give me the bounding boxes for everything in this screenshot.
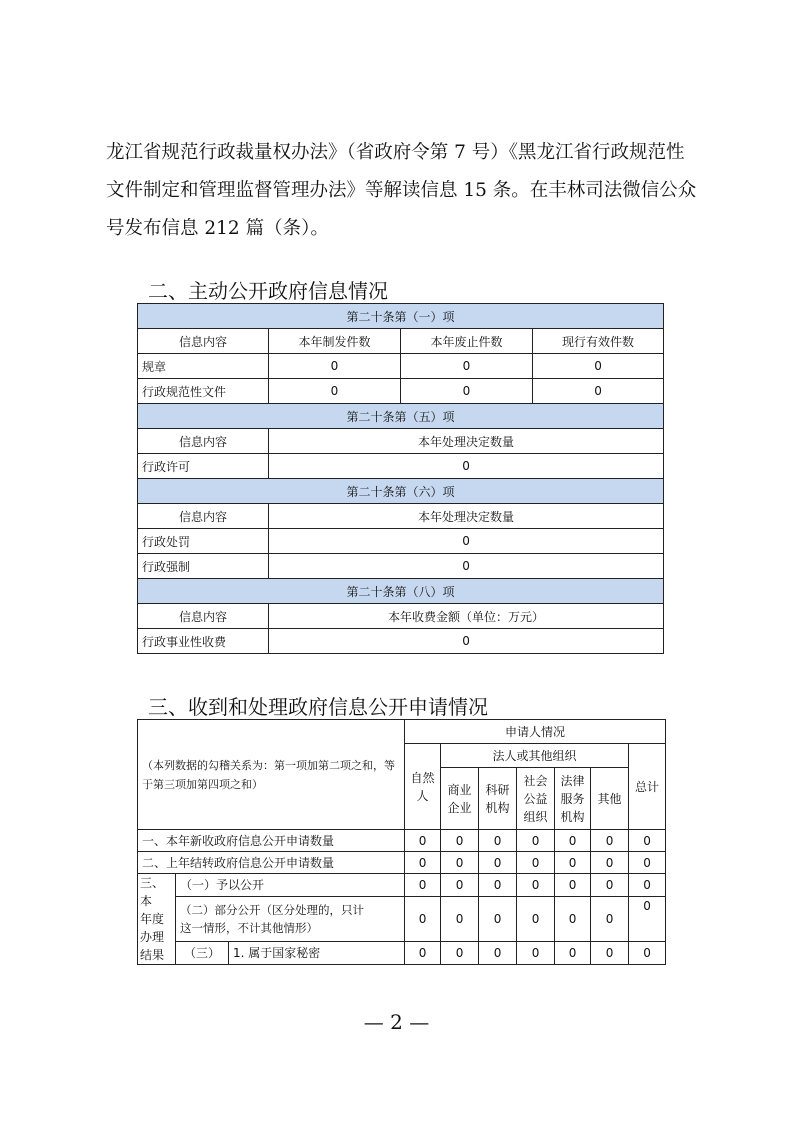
art1-title: 第二十条第（一）项 bbox=[138, 304, 664, 329]
art1-header-issued: 本年制发件数 bbox=[269, 329, 401, 354]
paragraph-line-1: 龙江省规范行政裁量权办法》（省政府令第 7 号）《黑龙江省行政规范性 bbox=[106, 142, 685, 163]
art6-header-content: 信息内容 bbox=[138, 504, 269, 529]
cell-value: 0 bbox=[269, 629, 664, 654]
table-row: （二）部分公开（区分处理的，只计 这一情形，不计其他情形） 0 0 0 0 0 0 0 bbox=[138, 896, 666, 942]
section3-heading: 三、收到和处理政府信息公开申请情况 bbox=[148, 695, 488, 719]
cell-value: 0 bbox=[533, 379, 664, 404]
table-row bbox=[138, 379, 664, 404]
row-label: 行政事业性收费 bbox=[138, 629, 269, 654]
note-cell: （本列数据的勾稽关系为：第一项加第二项之和，等于第三项加第四项之和） bbox=[138, 720, 405, 830]
active-disclosure-table bbox=[137, 303, 664, 654]
table-row bbox=[138, 529, 664, 554]
table-row bbox=[138, 454, 664, 479]
art8-title: 第二十条第（八）项 bbox=[138, 579, 664, 604]
row-label: 行政处罚 bbox=[138, 529, 269, 554]
art1-header-valid: 现行有效件数 bbox=[533, 329, 664, 354]
total-header: 总计 bbox=[629, 744, 666, 830]
table-row bbox=[138, 554, 664, 579]
applicant-header: 申请人情况 bbox=[405, 720, 666, 744]
row-label: 行政许可 bbox=[138, 454, 269, 479]
paragraph-line-3: 号发布信息 212 篇（条）。 bbox=[106, 218, 329, 239]
page-number: — 2 — bbox=[363, 1010, 430, 1034]
cell-value: 0 bbox=[269, 454, 664, 479]
row-label: 行政规范性文件 bbox=[138, 379, 269, 404]
art5-title: 第二十条第（五）项 bbox=[138, 404, 664, 429]
cell-value: 0 bbox=[269, 529, 664, 554]
natural-person-header: 自然 人 bbox=[405, 744, 441, 830]
sub-label: （三） bbox=[176, 942, 229, 965]
table-row bbox=[138, 354, 664, 379]
section2-heading: 二、主动公开政府信息情况 bbox=[148, 279, 388, 303]
group-label: 三、本 年度 办理 结果 bbox=[138, 874, 176, 965]
art1-header-content: 信息内容 bbox=[138, 329, 269, 354]
cell-value: 0 bbox=[533, 354, 664, 379]
cell-value: 0 bbox=[401, 354, 533, 379]
art8-header-amount: 本年收费金额（单位：万元） bbox=[269, 604, 664, 629]
row-label: 规章 bbox=[138, 354, 269, 379]
art6-header-count: 本年处理决定数量 bbox=[269, 504, 664, 529]
legal-person-header: 法人或其他组织 bbox=[441, 744, 629, 768]
table-row bbox=[138, 629, 664, 654]
research-header: 科研 机构 bbox=[479, 768, 517, 830]
body-paragraph bbox=[106, 134, 696, 248]
table-row: 二、上年结转政府信息公开申请数量 0 0 0 0 0 0 0 bbox=[138, 852, 666, 874]
cell-value: 0 bbox=[401, 379, 533, 404]
cell-value: 0 bbox=[269, 354, 401, 379]
art8-header-content: 信息内容 bbox=[138, 604, 269, 629]
social-header: 社会 公益 组织 bbox=[517, 768, 555, 830]
row-label: （二）部分公开（区分处理的，只计 这一情形，不计其他情形） bbox=[176, 896, 405, 942]
row-label: 1. 属于国家秘密 bbox=[229, 942, 405, 965]
other-header: 其他 bbox=[591, 768, 629, 830]
art6-title: 第二十条第（六）项 bbox=[138, 479, 664, 504]
row-label: 一、本年新收政府信息公开申请数量 bbox=[138, 830, 405, 852]
application-table bbox=[137, 719, 666, 965]
law-service-header: 法律 服务 机构 bbox=[555, 768, 591, 830]
table-row: 三、本 年度 办理 结果 （一）予以公开 0 0 0 0 0 0 0 bbox=[138, 874, 666, 897]
table-row: （三） 1. 属于国家秘密 0 0 0 0 0 0 0 bbox=[138, 942, 666, 965]
art5-header-content: 信息内容 bbox=[138, 429, 269, 454]
art1-header-abolished: 本年废止件数 bbox=[401, 329, 533, 354]
paragraph-line-2: 文件制定和管理监督管理办法》等解读信息 15 条。在丰林司法微信公众 bbox=[106, 180, 697, 201]
row-label: 行政强制 bbox=[138, 554, 269, 579]
cell-value: 0 bbox=[269, 554, 664, 579]
business-header: 商业 企业 bbox=[441, 768, 479, 830]
cell-value: 0 bbox=[269, 379, 401, 404]
row-label: （一）予以公开 bbox=[176, 874, 405, 897]
table-row: 一、本年新收政府信息公开申请数量 0 0 0 0 0 0 0 bbox=[138, 830, 666, 852]
row-label: 二、上年结转政府信息公开申请数量 bbox=[138, 852, 405, 874]
art5-header-count: 本年处理决定数量 bbox=[269, 429, 664, 454]
